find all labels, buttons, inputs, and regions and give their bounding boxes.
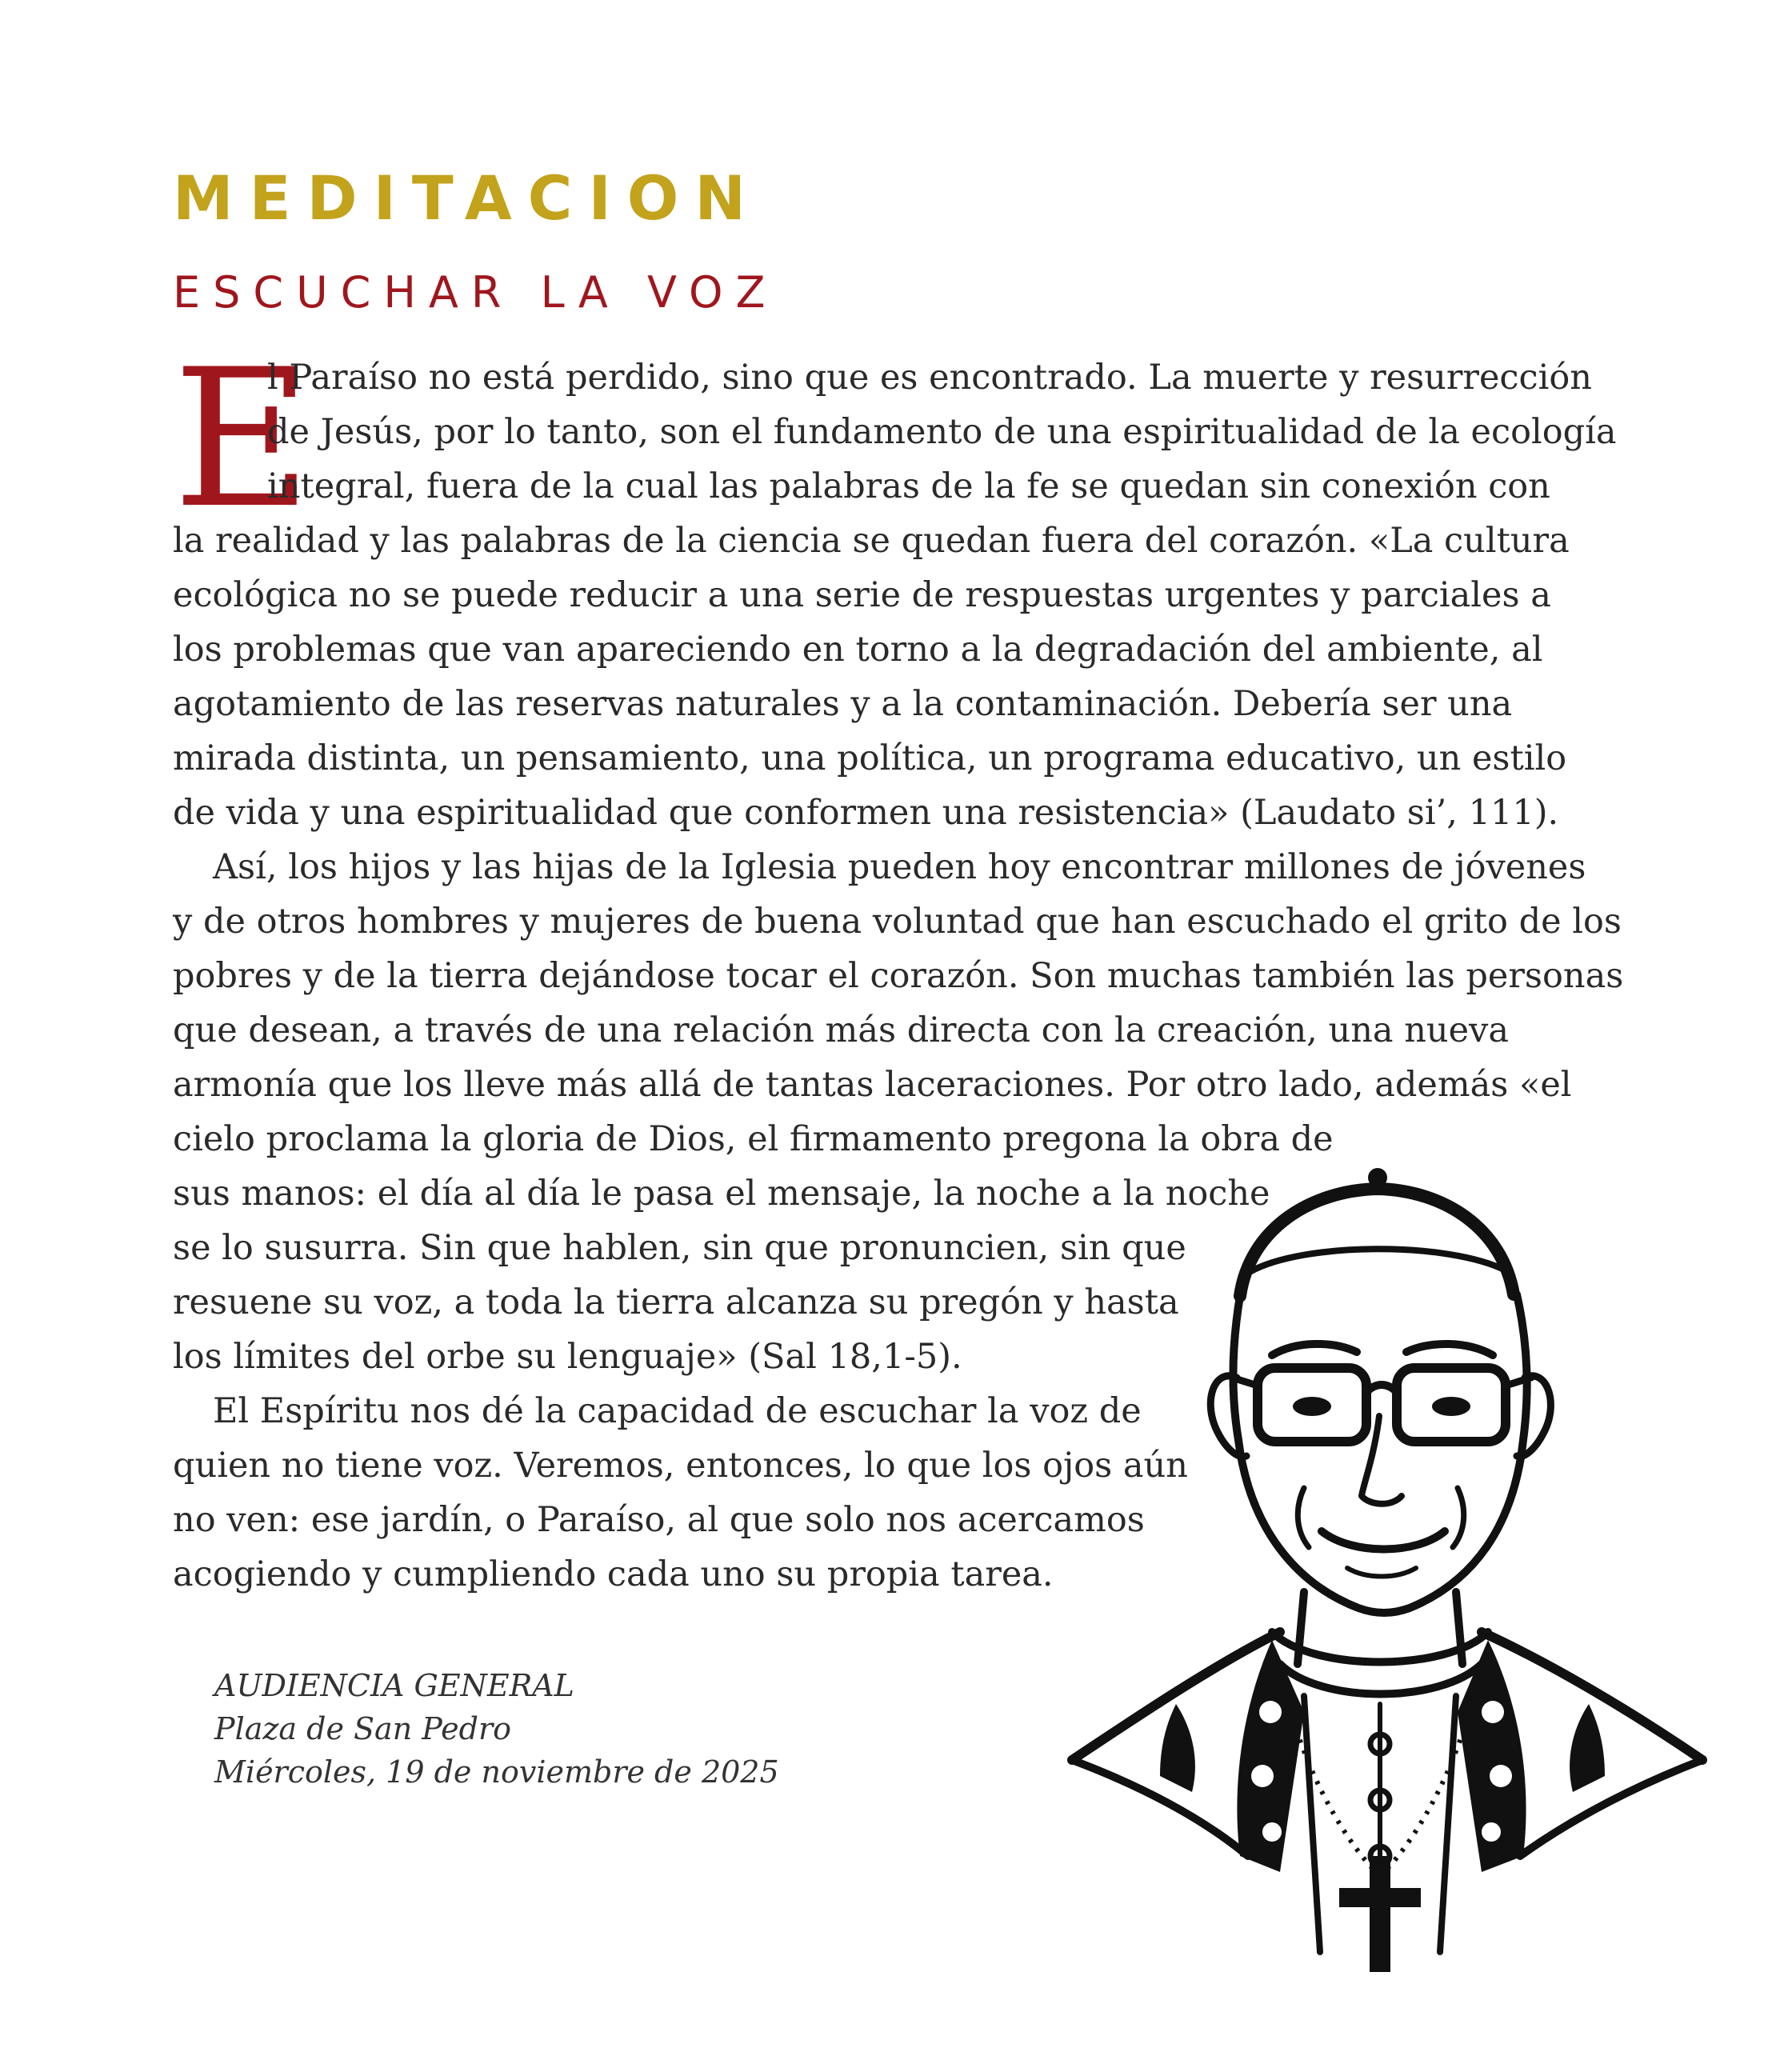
page-title: MEDITACION [173, 162, 762, 234]
text-line: integral, fuera de la cual las palabras de la fe se quedan sin conexión con [267, 466, 1550, 506]
text-line: los límites del orbe su lenguaje» (Sal 18,1-5). [173, 1337, 962, 1377]
text-line: acogiendo y cumpliendo cada uno su propia tarea. [173, 1554, 1054, 1594]
pope-portrait-illustration [1040, 1152, 1728, 1976]
text-line: se lo susurra. Sin que hablen, sin que pronuncien, sin que [173, 1228, 1186, 1268]
text-line: quien no tiene voz. Veremos, entonces, lo que los ojos aún [173, 1446, 1188, 1486]
text-line: sus manos: el día al día le pasa el mensaje, la noche a la noche [173, 1174, 1270, 1214]
text-line: armonía que los lleve más allá de tantas laceraciones. Por otro lado, además «el [173, 1065, 1572, 1105]
citation-date: Miércoles, 19 de noviembre de 2025 [214, 1754, 779, 1790]
text-line: ecológica no se puede reducir a una serie de respuestas urgentes y parciales a [173, 575, 1551, 615]
text-line: l Paraíso no está perdido, sino que es encontrado. La muerte y resurrección [267, 358, 1592, 398]
text-line: pobres y de la tierra dejándose tocar el corazón. Son muchas también las personas [173, 956, 1624, 996]
text-line: resuene su voz, a toda la tierra alcanza su pregón y hasta [173, 1282, 1179, 1322]
text-line: El Espíritu nos dé la capacidad de escuchar la voz de [213, 1391, 1142, 1431]
text-line: Así, los hijos y las hijas de la Iglesia pueden hoy encontrar millones de jóvenes [213, 847, 1586, 887]
citation-event: AUDIENCIA GENERAL [214, 1668, 574, 1703]
text-line: los problemas que van apareciendo en torno a la degradación del ambiente, al [173, 630, 1543, 670]
citation-place: Plaza de San Pedro [214, 1711, 511, 1746]
text-line: cielo proclama la gloria de Dios, el firmamento pregona la obra de [173, 1119, 1334, 1159]
text-line: agotamiento de las reservas naturales y a la contaminación. Debería ser una [173, 684, 1513, 724]
text-line: y de otros hombres y mujeres de buena voluntad que han escuchado el grito de los [173, 902, 1622, 942]
text-line: no ven: ese jardín, o Paraíso, al que solo nos acercamos [173, 1500, 1145, 1540]
drop-cap: E [173, 329, 312, 550]
text-line: de Jesús, por lo tanto, son el fundamento de una espiritualidad de la ecología [267, 412, 1617, 452]
source-citation [214, 1664, 779, 1794]
text-line: que desean, a través de una relación más directa con la creación, una nueva [173, 1010, 1509, 1050]
page-subtitle: ESCUCHAR LA VOZ [173, 267, 778, 318]
text-line: la realidad y las palabras de la ciencia se quedan fuera del corazón. «La cultura [173, 521, 1570, 561]
text-line: mirada distinta, un pensamiento, una política, un programa educativo, un estilo [173, 738, 1567, 778]
text-line: de vida y una espiritualidad que conformen una resistencia» (Laudato si’, 111). [173, 793, 1559, 833]
